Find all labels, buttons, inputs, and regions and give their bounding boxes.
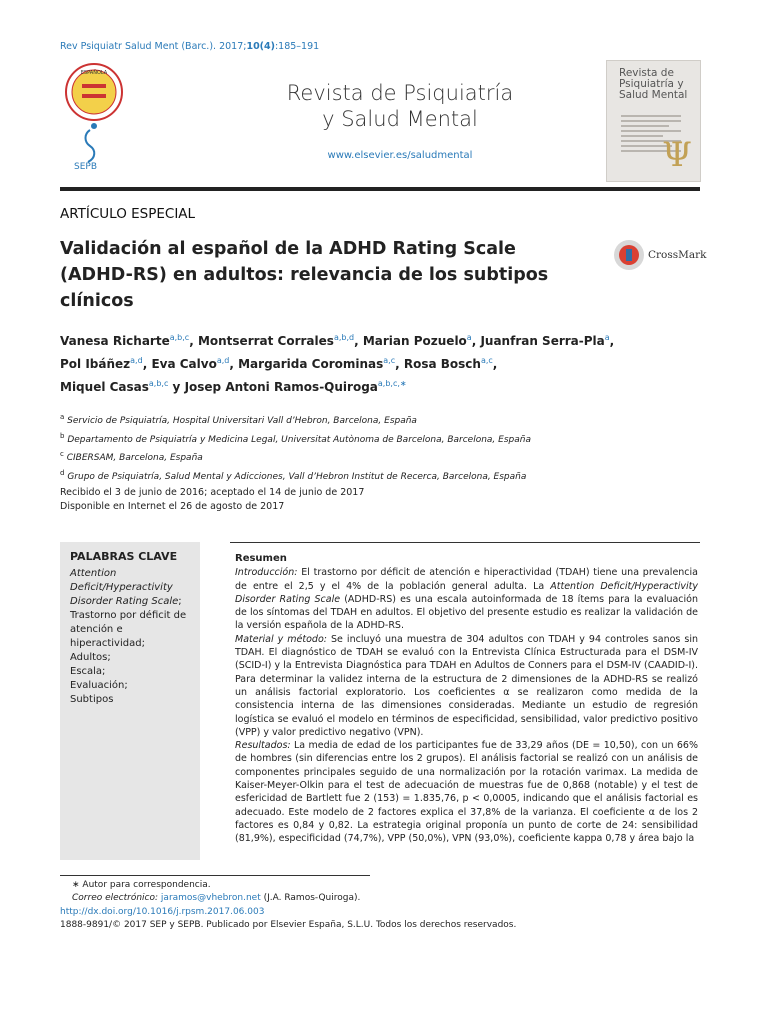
- affiliation: $^a$ Servicio de Psiquiatría, Hospital Universitari Vall d’Hebron, Barcelona, España: [60, 413, 417, 426]
- keyword: Trastorno por déficit de atención e hiperactividad;: [70, 610, 187, 649]
- email-link[interactable]: jaramos@vhebron.net: [160, 893, 261, 903]
- journal-title-line2: y Salud Mental: [322, 107, 478, 131]
- author: Montserrat Corrales$^{a,b,d}$,: [197, 333, 363, 348]
- author: Marian Pozuelo$^a$,: [362, 333, 481, 348]
- affiliation: $^b$ Departamento de Psiquiatría y Medicina Legal, Universitat Autònoma de Barcelona, Barcelona, España: [60, 431, 531, 445]
- article-title: Validación al español de la ADHD Rating Scale (ADHD-RS) en adultos: relevancia de los subtipos clínicos: [60, 239, 549, 311]
- author-list: [60, 328, 700, 397]
- affiliation: $^d$ Grupo de Psiquiatría, Salud Mental y Adicciones, Vall d’Hebron Institut de Recerca, Barcelona, España: [60, 468, 527, 482]
- online-date: Disponible en Internet el 26 de agosto de 2017: [60, 501, 285, 512]
- article-type: ARTÍCULO ESPECIAL: [60, 206, 196, 222]
- journal-url-link[interactable]: www.elsevier.es/saludmental: [327, 150, 473, 161]
- keywords-title: PALABRAS CLAVE: [70, 550, 178, 563]
- abstract-divider: [230, 542, 700, 543]
- keyword: Adultos;: [70, 652, 111, 663]
- author: Margarida Corominas$^{a,c}$,: [238, 356, 404, 371]
- crossmark-badge[interactable]: [614, 240, 707, 272]
- author: Vanesa Richarte$^{a,b,c}$,: [60, 333, 198, 348]
- author: Josep Antoni Ramos-Quiroga$^{a,b,c,∗}$: [184, 379, 407, 394]
- abstract-introduction: Introducción: El trastorno por déficit de atención e hiperactividad (TDAH) tiene una prevalencia de entre el 2,5 y el 4% de la población general adulta. La Attention Deficit/Hyperactivity Disorder Rating Scale (ADHD-RS) es una escala autoinformada de 18 ítems para la evaluación de los síntomas del TDAH en adultos. El objetivo del presente estudio es realizar la validación de la versión española de la ADHD-RS.: [235, 567, 698, 632]
- journal-cover-thumbnail: [606, 60, 701, 182]
- abstract-results: Resultados: La media de edad de los participantes fue de 33,29 años (DE = 10,50), con un 66% de hombres (sin diferencias entre los 2 grupos). El análisis factorial se realizó con un análisis de componentes principales seguido de una normalización por la rotación varimax. La medida de Kaiser-Meyer-Olkin para el test de adecuación de muestras fue de 0,868 (notable) y el test de esfericidad de Bartlett fue 2 (153) = 1.835,76, p < 0,0005, indicando que el análisis factorial es adecuado. Este modelo de 2 factores explica el 37,8% de la varianza. El coeficiente α de los 2 factores es 0,84 y 0,82. La estrategia original proponía un punto de corte de 24: sensibilidad (81,9%), especificidad (74,7%), VPP (50,0%), VPN (93,0%), coeficiente kappa 0,78 y área bajo la: [235, 740, 698, 845]
- journal-citation[interactable]: Rev Psiquiatr Salud Ment (Barc.). 2017;10(4):185–191: [60, 41, 320, 52]
- received-date: Recibido el 3 de junio de 2016; aceptado el 14 de junio de 2017: [60, 487, 365, 498]
- svg-text:ESPAÑOLA: ESPAÑOLA: [80, 70, 108, 76]
- header-divider: [60, 187, 700, 191]
- journal-masthead: [200, 80, 600, 161]
- abstract-heading: Resumen: [235, 553, 287, 564]
- society-logo: [60, 62, 128, 180]
- author: Eva Calvo$^{a,d}$,: [151, 356, 239, 371]
- abstract: [235, 552, 698, 846]
- keyword: Evaluación;: [70, 680, 128, 691]
- keywords-list: [70, 567, 195, 707]
- copyright-line: 1888-9891/© 2017 SEP y SEPB. Publicado por Elsevier España, S.L.U. Todos los derechos reservados.: [60, 920, 517, 930]
- author: Miquel Casas$^{a,b,c}$ y: [60, 379, 185, 394]
- author: Pol Ibáñez$^{a,d}$,: [60, 356, 152, 371]
- keyword: Escala;: [70, 666, 106, 677]
- journal-title-line1: Revista de Psiquiatría: [286, 81, 514, 105]
- abstract-methods: Material y método: Se incluyó una muestra de 304 adultos con TDAH y 94 controles sanos sin TDAH. El diagnóstico de TDAH se evaluó con la Entrevista Clínica Estructurada para el DSM-IV (SCID-I) y la Entrevista Diagnóstica para TDAH en Adultos de Conners para el DSM-IV (CAADID-I). Para determinar la validez interna de la estructura de 2 dimensiones de la ADHD-RS se realizó un análisis factorial exploratorio. Los coeficientes α se realizaron como medida de la consistencia interna de las dimensiones consideradas. Mediante un estudio de regresión logística se evaluó el modelo en términos de especificidad, sensibilidad, valor predictivo positivo (VPP) y valor predictivo negativo (VPN).: [235, 633, 698, 738]
- cover-title: Revista de Psiquiatría y Salud Mental: [619, 67, 688, 101]
- article-dates: [60, 486, 700, 514]
- affiliation: $^c$ CIBERSAM, Barcelona, España: [60, 450, 203, 463]
- keywords-panel: [60, 542, 200, 860]
- author: Rosa Bosch$^{a,c}$,: [403, 356, 498, 371]
- author: Juanfran Serra-Pla$^a$,: [480, 333, 615, 348]
- footnote-divider: [60, 875, 370, 876]
- keyword: Subtipos: [70, 694, 114, 705]
- doi-link[interactable]: http://dx.doi.org/10.1016/j.rpsm.2017.06.003: [60, 907, 265, 917]
- crossmark-label: CrossMark: [648, 249, 707, 261]
- crossmark-icon: [614, 240, 644, 270]
- keyword: Attention Deficit/Hyperactivity Disorder Rating Scale;: [70, 568, 182, 607]
- psi-icon: Ψ: [662, 135, 692, 175]
- corresponding-author-note: ∗ Autor para correspondencia. Correo electrónico: jaramos@vhebron.net (J.A. Ramos-Quiroga).: [72, 880, 361, 903]
- affiliations: [60, 410, 700, 484]
- society-acronym: SEPB: [74, 162, 98, 172]
